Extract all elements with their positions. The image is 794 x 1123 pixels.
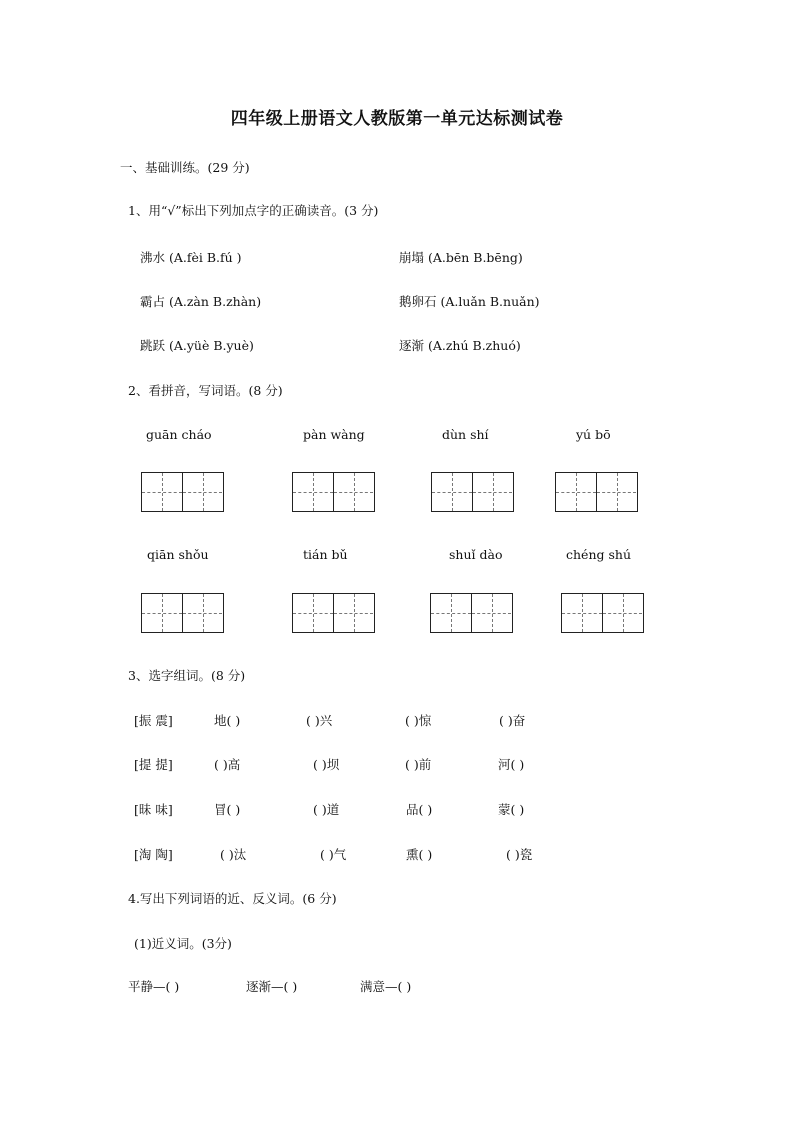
q3-row-label: [振 震] xyxy=(134,713,173,728)
writing-cell[interactable] xyxy=(142,594,182,632)
q1-item: 沸水 (A.fèi B.fú ) xyxy=(140,250,242,265)
q3-item: 河( ) xyxy=(498,757,525,772)
pinyin-label: yú bō xyxy=(576,427,611,442)
q3-item: ( )气 xyxy=(320,847,347,862)
pinyin-label: guān cháo xyxy=(146,427,212,442)
q4-subheading: (1)近义词。(3分) xyxy=(134,936,232,951)
writing-cell[interactable] xyxy=(142,473,182,511)
pinyin-label: chéng shú xyxy=(566,547,631,562)
writing-cell[interactable] xyxy=(431,594,471,632)
writing-cell[interactable] xyxy=(293,473,333,511)
q1-item: 鹅卵石 (A.luǎn B.nuǎn) xyxy=(399,294,540,309)
pinyin-label: tián bǔ xyxy=(303,547,348,562)
writing-grid[interactable] xyxy=(561,593,644,633)
pinyin-label: dùn shí xyxy=(442,427,489,442)
writing-cell[interactable] xyxy=(562,594,602,632)
q3-item: ( )高 xyxy=(214,757,241,772)
q4-item: 逐渐—( ) xyxy=(246,979,298,994)
pinyin-label: shuǐ dào xyxy=(449,547,503,562)
writing-cell[interactable] xyxy=(602,594,642,632)
q3-item: 蒙( ) xyxy=(498,802,525,817)
q3-item: ( )坝 xyxy=(313,757,340,772)
q3-item: 熏( ) xyxy=(406,847,433,862)
q3-item: ( )汰 xyxy=(220,847,247,862)
q1-item: 逐渐 (A.zhú B.zhuó) xyxy=(399,338,521,353)
pinyin-label: qiān shǒu xyxy=(147,547,209,562)
writing-grid[interactable] xyxy=(292,472,375,512)
q4-item: 平静—( ) xyxy=(128,979,180,994)
q3-item: 品( ) xyxy=(406,802,433,817)
writing-cell[interactable] xyxy=(471,594,511,632)
q3-item: ( )兴 xyxy=(306,713,333,728)
pinyin-label: pàn wàng xyxy=(303,427,365,442)
q3-item: 冒( ) xyxy=(214,802,241,817)
q3-row-label: [提 提] xyxy=(134,757,173,772)
writing-grid[interactable] xyxy=(292,593,375,633)
q4-heading: 4.写出下列词语的近、反义词。(6 分) xyxy=(128,891,337,906)
q3-item: ( )惊 xyxy=(405,713,432,728)
q4-item: 满意—( ) xyxy=(360,979,412,994)
writing-cell[interactable] xyxy=(333,594,373,632)
writing-cell[interactable] xyxy=(182,473,222,511)
writing-grid[interactable] xyxy=(555,472,638,512)
q3-item: ( )道 xyxy=(313,802,340,817)
q1-heading: 1、用“√”标出下列加点字的正确读音。(3 分) xyxy=(128,203,379,218)
section-1-heading: 一、基础训练。(29 分) xyxy=(120,160,250,175)
writing-cell[interactable] xyxy=(556,473,596,511)
q1-item: 霸占 (A.zàn B.zhàn) xyxy=(140,294,262,309)
q3-item: ( )前 xyxy=(405,757,432,772)
writing-grid[interactable] xyxy=(141,472,224,512)
exam-title: 四年级上册语文人教版第一单元达标测试卷 xyxy=(230,109,564,129)
writing-cell[interactable] xyxy=(472,473,512,511)
writing-grid[interactable] xyxy=(431,472,514,512)
writing-cell[interactable] xyxy=(293,594,333,632)
q2-heading: 2、看拼音，写词语。(8 分) xyxy=(128,383,283,398)
writing-grid[interactable] xyxy=(430,593,513,633)
q3-row-label: [昧 味] xyxy=(134,802,173,817)
writing-cell[interactable] xyxy=(432,473,472,511)
q3-item: ( )瓷 xyxy=(506,847,533,862)
writing-cell[interactable] xyxy=(333,473,373,511)
writing-grid[interactable] xyxy=(141,593,224,633)
q3-item: 地( ) xyxy=(214,713,241,728)
q1-item: 崩塌 (A.bēn B.bēng) xyxy=(399,250,523,265)
writing-cell[interactable] xyxy=(596,473,636,511)
writing-cell[interactable] xyxy=(182,594,222,632)
q3-heading: 3、选字组词。(8 分) xyxy=(128,668,246,683)
q3-item: ( )奋 xyxy=(499,713,526,728)
q1-item: 跳跃 (A.yüè B.yuè) xyxy=(140,338,254,353)
q3-row-label: [淘 陶] xyxy=(134,847,173,862)
